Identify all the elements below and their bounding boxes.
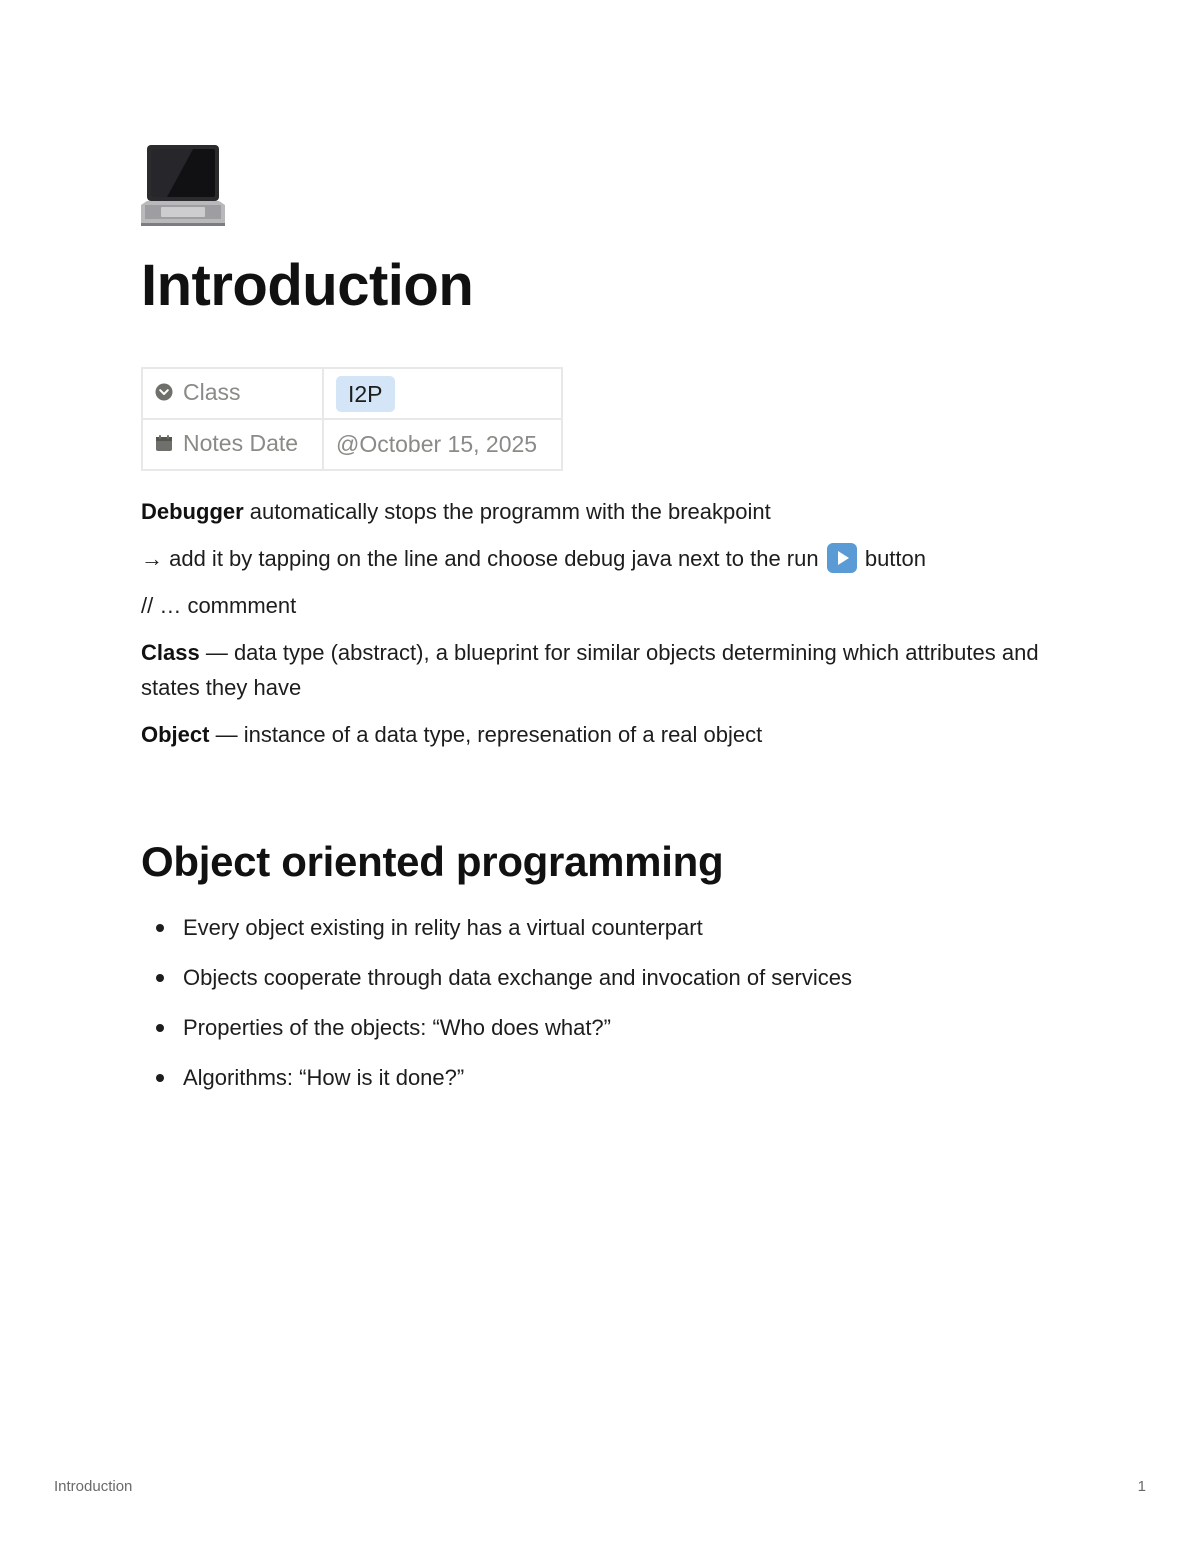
bullet-list — [141, 906, 852, 1106]
term-class: Class — [141, 640, 200, 665]
property-row-notes-date — [142, 419, 562, 470]
paragraph-comment: // … commment — [141, 593, 297, 618]
list-item: Objects cooperate through data exchange and invocation of services — [141, 956, 852, 1006]
laptop-icon — [141, 143, 225, 227]
list-item: Properties of the objects: “Who does what?” — [141, 1006, 852, 1056]
property-key-notes-date[interactable] — [142, 419, 323, 470]
calendar-icon — [155, 431, 173, 458]
notes-date-value[interactable]: @October 15, 2025 — [336, 431, 538, 457]
paragraph-debugger — [141, 494, 1051, 529]
term-object: Object — [141, 722, 210, 747]
footer-title: Introduction — [54, 1478, 133, 1495]
properties-table — [141, 367, 563, 471]
property-label: Class — [183, 379, 241, 406]
page-title: Introduction — [141, 253, 474, 318]
section-heading: Object oriented programming — [141, 838, 724, 885]
paragraph-text: button — [858, 546, 926, 571]
paragraph-text: — instance of a data type, represenation of a real object — [209, 722, 763, 747]
term-debugger: Debugger — [141, 499, 244, 524]
property-label: Notes Date — [183, 430, 299, 457]
paragraph-text: — data type (abstract), a blueprint for similar objects determining which attributes and states they have — [141, 640, 1039, 700]
paragraph-text: automatically stops the programm with the breakpoint — [243, 499, 771, 524]
property-value-class[interactable] — [323, 368, 562, 419]
page-number: 1 — [1137, 1478, 1146, 1495]
property-value-notes-date[interactable] — [323, 419, 562, 470]
paragraph-text: → add it by tapping on the line and choose debug java next to the run — [141, 546, 825, 571]
class-tag[interactable]: I2P — [336, 376, 395, 412]
property-key-class[interactable] — [142, 368, 323, 419]
page-content — [141, 494, 1051, 764]
paragraph-object — [141, 717, 1051, 752]
paragraph-class — [141, 635, 1051, 705]
list-item: Every object existing in relity has a virtual counterpart — [141, 906, 852, 956]
paragraph-breakpoint-howto — [141, 541, 1051, 576]
chevron-circle-icon — [155, 380, 173, 407]
list-item: Algorithms: “How is it done?” — [141, 1056, 852, 1106]
play-button-icon — [827, 543, 857, 573]
property-row-class — [142, 368, 562, 419]
